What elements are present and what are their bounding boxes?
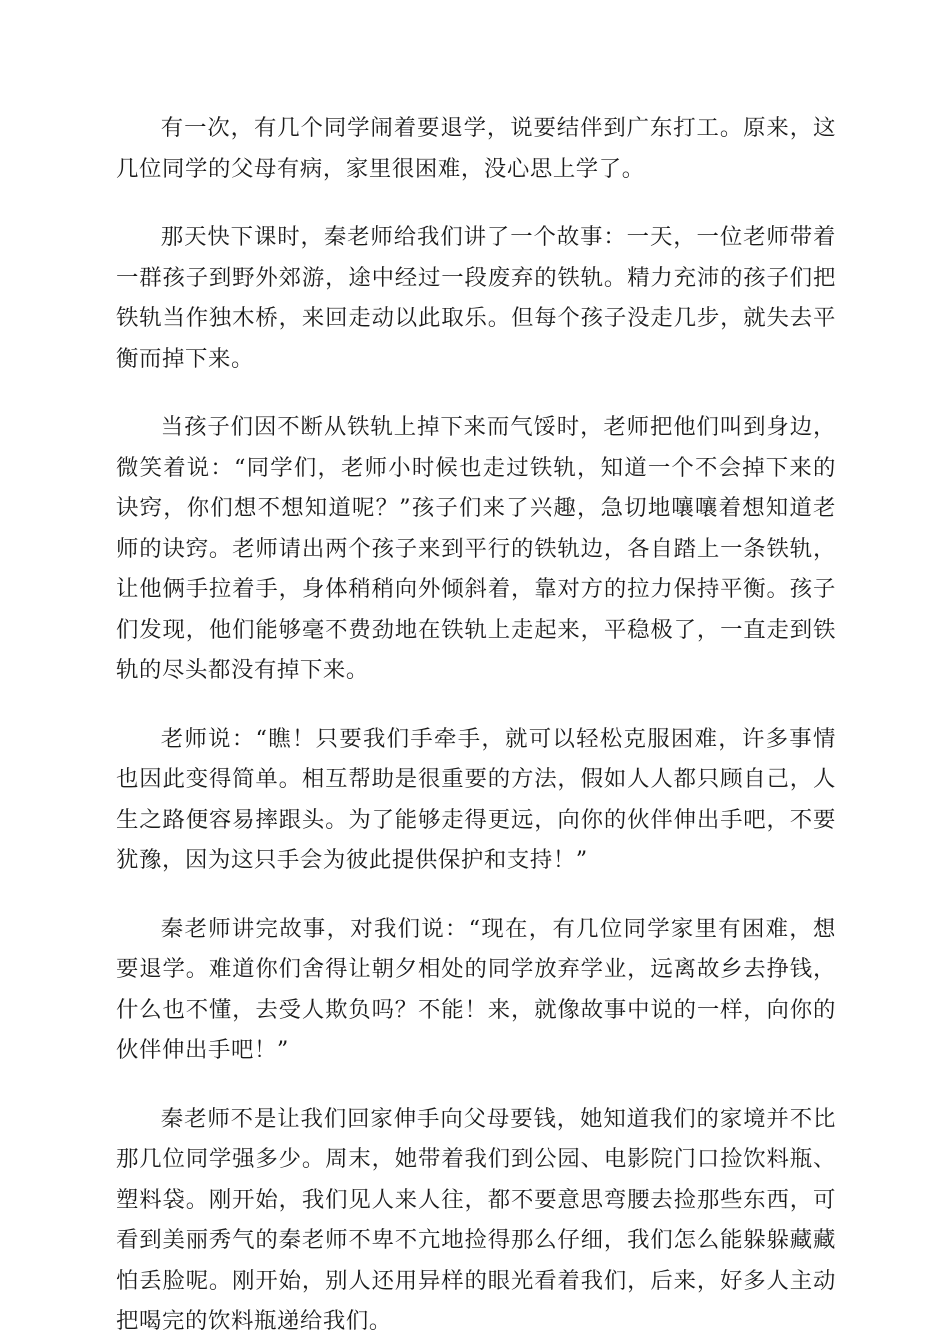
paragraph-2: 那天快下课时，秦老师给我们讲了一个故事：一天，一位老师带着一群孩子到野外郊游，途中经过一段废弃的铁轨。精力充沛的孩子们把铁轨当作独木桥，来回走动以此取乐。但每个孩子没走几步，就失去平衡而掉下来。 <box>116 224 836 372</box>
paragraph-3: 当孩子们因不断从铁轨上掉下来而气馁时，老师把他们叫到身边，微笑着说：“同学们，老师小时候也走过铁轨，知道一个不会掉下来的诀窍，你们想不想知道呢？”孩子们来了兴趣，急切地嚷嚷着想知道老师的诀窍。老师请出两个孩子来到平行的铁轨边，各自踏上一条铁轨，让他俩手拉着手，身体稍稍向外倾斜着，靠对方的拉力保持平衡。孩子们发现，他们能够毫不费劲地在铁轨上走起来，平稳极了，一直走到铁轨的尽头都没有掉下来。 <box>116 414 836 683</box>
paragraph-4: 老师说：“瞧！只要我们手牵手，就可以轻松克服困难，许多事情也因此变得简单。相互帮助是很重要的方法，假如人人都只顾自己，人生之路便容易摔跟头。为了能够走得更远，向你的伙伴伸出手吧，不要犹豫，因为这只手会为彼此提供保护和支持！” <box>116 725 836 873</box>
paragraph-5: 秦老师讲完故事，对我们说：“现在，有几位同学家里有困难，想要退学。难道你们舍得让朝夕相处的同学放弃学业，远离故乡去挣钱，什么也不懂，去受人欺负吗？不能！来，就像故事中说的一样，向你的伙伴伸出手吧！” <box>116 915 836 1063</box>
paragraph-1: 有一次，有几个同学闹着要退学，说要结伴到广东打工。原来，这几位同学的父母有病，家里很困难，没心思上学了。 <box>116 115 836 182</box>
paragraph-6: 秦老师不是让我们回家伸手向父母要钱，她知道我们的家境并不比那几位同学强多少。周末，她带着我们到公园、电影院门口捡饮料瓶、塑料袋。刚开始，我们见人来人往，都不要意思弯腰去捡那些东西，可看到美丽秀气的秦老师不卑不亢地捡得那么仔细，我们怎么能躲躲藏藏怕丢脸呢。刚开始，别人还用异样的眼光看着我们，后来，好多人主动把喝完的饮料瓶递给我们。 <box>116 1105 836 1334</box>
document-page <box>116 108 836 1342</box>
